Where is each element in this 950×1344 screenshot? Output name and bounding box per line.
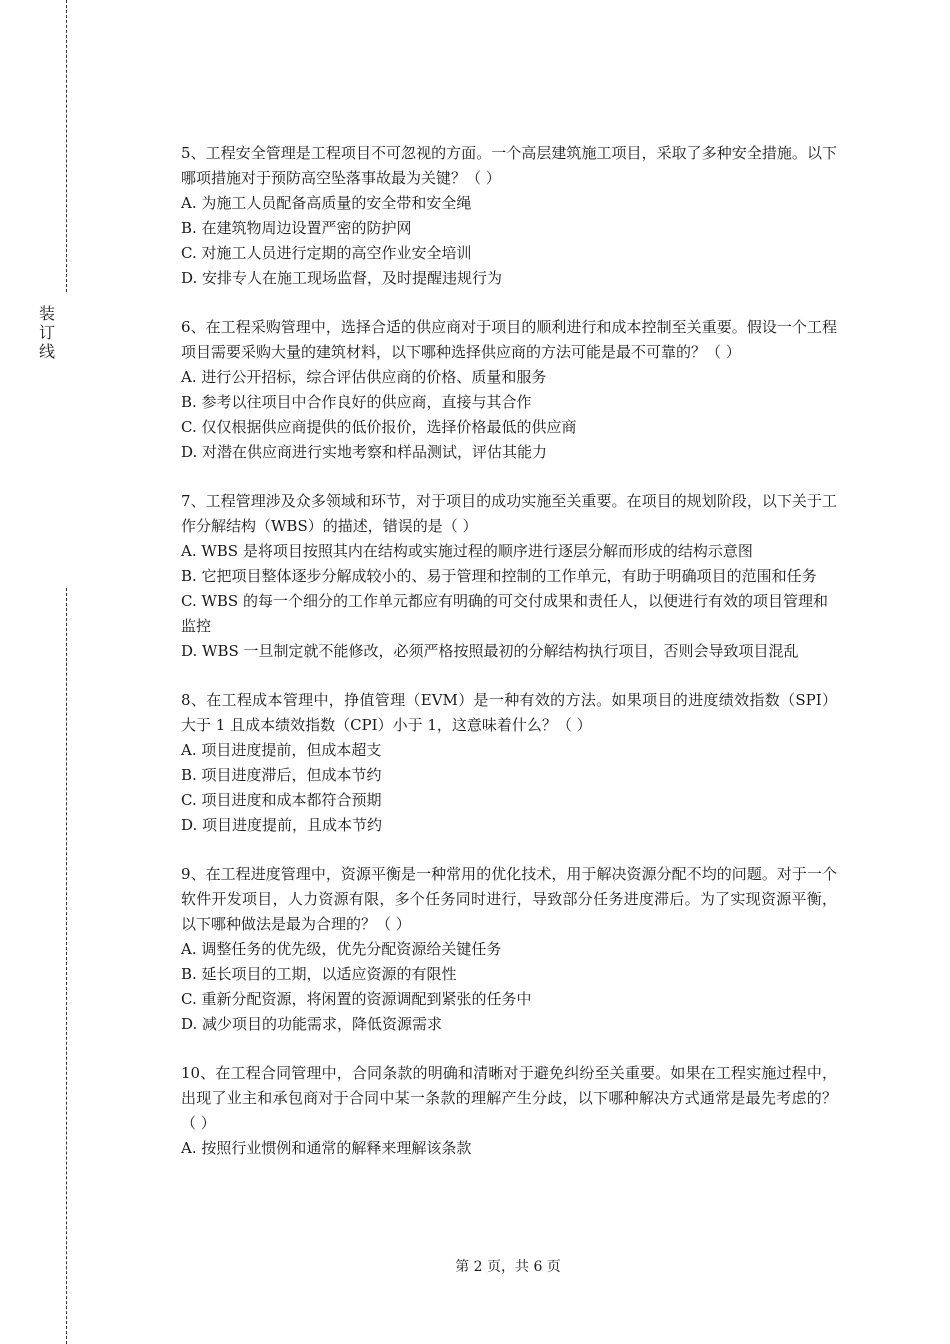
option-a: A. 进行公开招标，综合评估供应商的价格、质量和服务 xyxy=(181,368,547,386)
question-stem: 5、工程安全管理是工程项目不可忽视的方面。一个高层建筑施工项目，采取了多种安全措施。以下哪项措施对于预防高空坠落事故最为关键？（ ） xyxy=(181,144,837,187)
question-list xyxy=(181,141,837,1185)
option-b: B. 项目进度滞后，但成本节约 xyxy=(181,766,382,784)
option-c: C. 对施工人员进行定期的高空作业安全培训 xyxy=(181,244,472,262)
option-d: D. WBS 一旦制定就不能修改，必须严格按照最初的分解结构执行项目，否则会导致项目混乱 xyxy=(181,642,799,660)
option-d: D. 减少项目的功能需求，降低资源需求 xyxy=(181,1015,443,1033)
binding-label xyxy=(36,304,58,361)
option-d: D. 项目进度提前，且成本节约 xyxy=(181,816,383,834)
binding-char: 装 xyxy=(38,304,55,323)
question-stem: 6、在工程采购管理中，选择合适的供应商对于项目的顺利进行和成本控制至关重要。假设一个工程项目需要采购大量的建筑材料，以下哪种选择供应商的方法可能是最不可靠的？（ ） xyxy=(181,318,837,361)
option-a: A. 调整任务的优先级，优先分配资源给关键任务 xyxy=(181,940,502,958)
option-a: A. 项目进度提前，但成本超支 xyxy=(181,741,382,759)
question-7 xyxy=(181,489,837,664)
question-stem: 7、工程管理涉及众多领域和环节，对于项目的成功实施至关重要。在项目的规划阶段，以下关于工作分解结构（WBS）的描述，错误的是（ ） xyxy=(181,492,837,535)
option-b: B. 在建筑物周边设置严密的防护网 xyxy=(181,219,412,237)
option-a: A. 为施工人员配备高质量的安全带和安全绳 xyxy=(181,194,472,212)
option-c: C. 项目进度和成本都符合预期 xyxy=(181,791,382,809)
question-10 xyxy=(181,1061,837,1161)
binding-line-bottom xyxy=(66,588,67,1344)
option-a: A. 按照行业惯例和通常的解释来理解该条款 xyxy=(181,1139,472,1157)
question-stem: 9、在工程进度管理中，资源平衡是一种常用的优化技术，用于解决资源分配不均的问题。对于一个软件开发项目，人力资源有限，多个任务同时进行，导致部分任务进度滞后。为了实现资源平衡，以下哪种做法是最为合理的？（ ） xyxy=(181,865,837,933)
option-c: C. 重新分配资源，将闲置的资源调配到紧张的任务中 xyxy=(181,990,532,1008)
binding-char: 订 xyxy=(38,323,55,342)
option-c: C. 仅仅根据供应商提供的低价报价，选择价格最低的供应商 xyxy=(181,418,577,436)
question-stem: 10、在工程合同管理中，合同条款的明确和清晰对于避免纠纷至关重要。如果在工程实施过程中，出现了业主和承包商对于合同中某一条款的理解产生分歧，以下哪种解决方式通常是最先考虑的？（ ） xyxy=(181,1064,837,1132)
binding-line-top xyxy=(66,0,67,292)
option-b: B. 参考以往项目中合作良好的供应商，直接与其合作 xyxy=(181,393,532,411)
page-footer: 第 2 页，共 6 页 xyxy=(455,1259,561,1275)
option-d: D. 对潜在供应商进行实地考察和样品测试，评估其能力 xyxy=(181,443,548,461)
option-b: B. 延长项目的工期，以适应资源的有限性 xyxy=(181,965,457,983)
option-b: B. 它把项目整体逐步分解成较小的、易于管理和控制的工作单元，有助于明确项目的范围和任务 xyxy=(181,567,817,585)
question-5 xyxy=(181,141,837,291)
question-stem: 8、在工程成本管理中，挣值管理（EVM）是一种有效的方法。如果项目的进度绩效指数（SPI）大于 1 且成本绩效指数（CPI）小于 1，这意味着什么？（ ） xyxy=(181,691,837,734)
question-8 xyxy=(181,688,837,838)
question-9 xyxy=(181,862,837,1037)
question-6 xyxy=(181,315,837,465)
binding-char: 线 xyxy=(38,342,55,361)
option-c: C. WBS 的每一个细分的工作单元都应有明确的可交付成果和责任人，以便进行有效的项目管理和监控 xyxy=(181,592,828,635)
option-a: A. WBS 是将项目按照其内在结构或实施过程的顺序进行逐层分解而形成的结构示意图 xyxy=(181,542,753,560)
option-d: D. 安排专人在施工现场监督，及时提醒违规行为 xyxy=(181,269,503,287)
